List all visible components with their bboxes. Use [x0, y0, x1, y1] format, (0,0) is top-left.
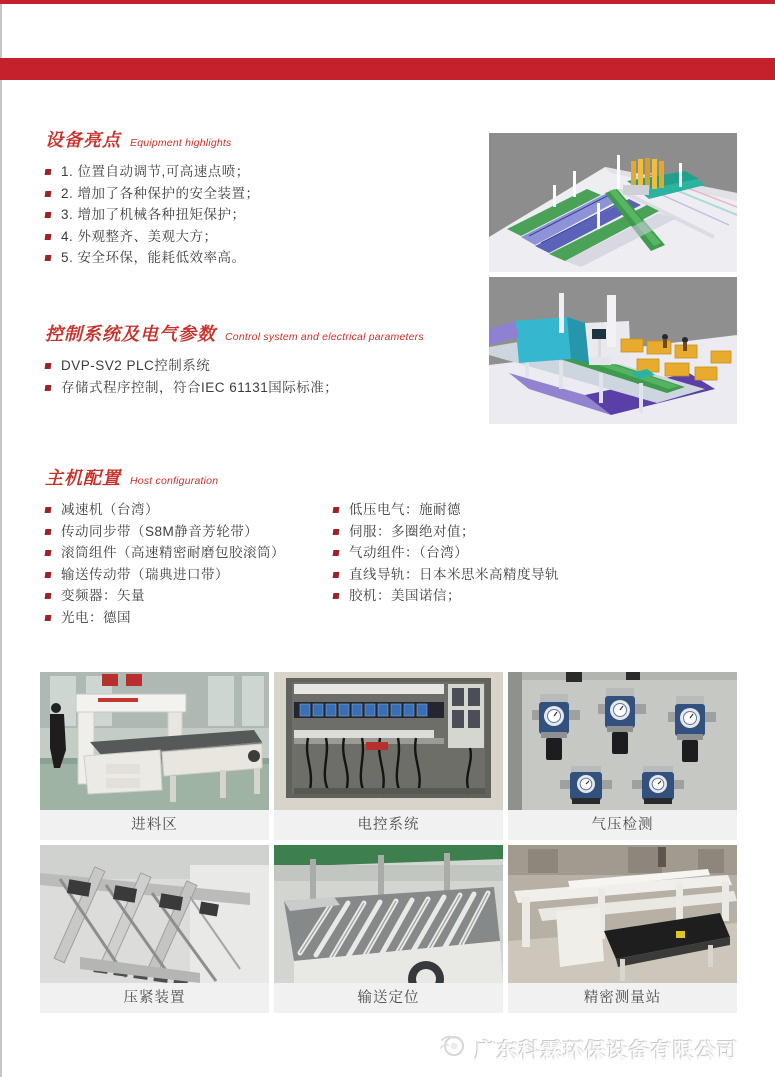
bullet-icon	[45, 593, 52, 599]
section-equipment-highlights	[45, 126, 475, 269]
bullet-icon	[45, 529, 52, 535]
photo-gallery	[40, 672, 737, 1013]
precision-measuring-illustration	[508, 845, 737, 983]
list-item-text: 2. 增加了各种保护的安全装置；	[61, 185, 260, 201]
photo-caption: 气压检测	[508, 810, 737, 840]
bullet-icon	[45, 572, 52, 578]
gallery-cell-precision-measuring	[508, 845, 737, 1013]
host-config-right-list	[333, 499, 559, 628]
list-item	[45, 521, 333, 543]
photo-conveying-positioning	[274, 845, 503, 983]
gallery-cell-air-pressure	[508, 672, 737, 840]
photo-caption: 输送定位	[274, 983, 503, 1013]
page-left-edge	[0, 0, 2, 1077]
gallery-cell-electric-control	[274, 672, 503, 840]
render-image-layout-overview	[489, 133, 737, 272]
top-red-line	[0, 0, 775, 4]
list-item	[45, 377, 495, 399]
bullet-icon	[45, 169, 52, 175]
bullet-icon	[333, 572, 340, 578]
red-banner	[0, 58, 775, 80]
list-item	[45, 585, 333, 607]
air-pressure-illustration	[508, 672, 737, 810]
list-item	[45, 542, 333, 564]
photo-pressing-device	[40, 845, 269, 983]
list-item-text: 3. 增加了机械各种扭矩保护；	[61, 207, 246, 222]
list-item-text: 存储式程序控制，符合IEC 61131国际标准；	[61, 379, 339, 395]
section-heading	[45, 464, 745, 490]
photo-electric-control	[274, 672, 503, 810]
bullet-icon	[333, 593, 340, 599]
bullet-icon	[45, 212, 52, 218]
list-item	[333, 499, 559, 521]
photo-air-pressure	[508, 672, 737, 810]
highlights-list	[45, 161, 475, 269]
section-heading	[45, 320, 495, 346]
conveying-positioning-illustration	[274, 845, 503, 983]
list-item	[45, 607, 333, 629]
section-title-zh: 设备亮点	[45, 130, 121, 150]
section-title-zh: 主机配置	[45, 468, 121, 488]
list-item-text: 低压电气：施耐德	[349, 502, 461, 517]
section-title-en: Equipment highlights	[130, 137, 232, 149]
host-config-columns	[45, 499, 745, 628]
bullet-icon	[45, 234, 52, 240]
render-image-conveyor-line	[489, 277, 737, 424]
section-host-configuration	[45, 464, 745, 628]
list-item	[45, 183, 475, 205]
footer	[438, 1030, 739, 1066]
list-item-text: 1. 位置自动调节,可高速点喷；	[61, 164, 250, 179]
list-item-text: 胶机：美国诺信；	[349, 588, 461, 603]
photo-caption: 精密测量站	[508, 983, 737, 1013]
render-bottom-illustration	[489, 277, 737, 424]
list-item	[45, 204, 475, 226]
bullet-icon	[333, 507, 340, 513]
section-title-zh: 控制系统及电气参数	[45, 324, 216, 344]
photo-precision-measuring	[508, 845, 737, 983]
bullet-icon	[333, 529, 340, 535]
list-item	[333, 542, 559, 564]
list-item	[45, 161, 475, 183]
feed-area-illustration	[40, 672, 269, 810]
section-title-en: Host configuration	[130, 475, 219, 487]
section-heading	[45, 126, 475, 152]
list-item-text: 传动同步带（S8M静音芳轮带）	[61, 523, 259, 539]
list-item	[333, 564, 559, 586]
list-item	[45, 499, 333, 521]
list-item	[45, 564, 333, 586]
list-item-text: 光电：德国	[61, 609, 131, 625]
bullet-icon	[45, 550, 52, 556]
gallery-cell-feed-area	[40, 672, 269, 840]
control-list	[45, 355, 495, 398]
photo-caption: 电控系统	[274, 810, 503, 840]
section-control-system	[45, 320, 495, 398]
list-item-text: 减速机（台湾）	[61, 502, 159, 517]
photo-caption: 压紧装置	[40, 983, 269, 1013]
list-item	[45, 247, 475, 269]
host-config-left-list	[45, 499, 333, 628]
list-item-text: DVP-SV2 PLC控制系统	[61, 358, 211, 373]
electric-control-illustration	[274, 672, 503, 810]
list-item-text: 滚筒组件（高速精密耐磨包胶滚筒）	[61, 545, 285, 560]
list-item-text: 伺服：多圈绝对值；	[349, 523, 475, 539]
bullet-icon	[45, 191, 52, 197]
bullet-icon	[45, 255, 52, 261]
list-item-text: 4. 外观整齐、美观大方；	[61, 228, 218, 244]
bullet-icon	[45, 385, 52, 391]
list-item-text: 输送传动带（瑞典进口带）	[61, 566, 229, 582]
gallery-cell-pressing-device	[40, 845, 269, 1013]
bullet-icon	[45, 615, 52, 621]
list-item	[333, 521, 559, 543]
bullet-icon	[45, 507, 52, 513]
pressing-device-illustration	[40, 845, 269, 983]
bullet-icon	[45, 363, 52, 369]
list-item-text: 变频器：矢量	[61, 588, 145, 603]
photo-feed-area	[40, 672, 269, 810]
render-top-illustration	[489, 133, 737, 272]
list-item-text: 直线导轨：日本米思米高精度导轨	[349, 566, 559, 582]
list-item-text: 气动组件：（台湾）	[349, 545, 469, 560]
list-item	[333, 585, 559, 607]
list-item	[45, 226, 475, 248]
company-logo-icon	[438, 1032, 468, 1065]
list-item-text: 5. 安全环保，能耗低效率高。	[61, 250, 246, 265]
gallery-cell-conveying-positioning	[274, 845, 503, 1013]
list-item	[45, 355, 495, 377]
company-name: 广东科霖环保设备有限公司	[475, 1039, 739, 1062]
section-title-en: Control system and electrical parameters	[225, 331, 424, 343]
photo-caption: 进料区	[40, 810, 269, 840]
bullet-icon	[333, 550, 340, 556]
